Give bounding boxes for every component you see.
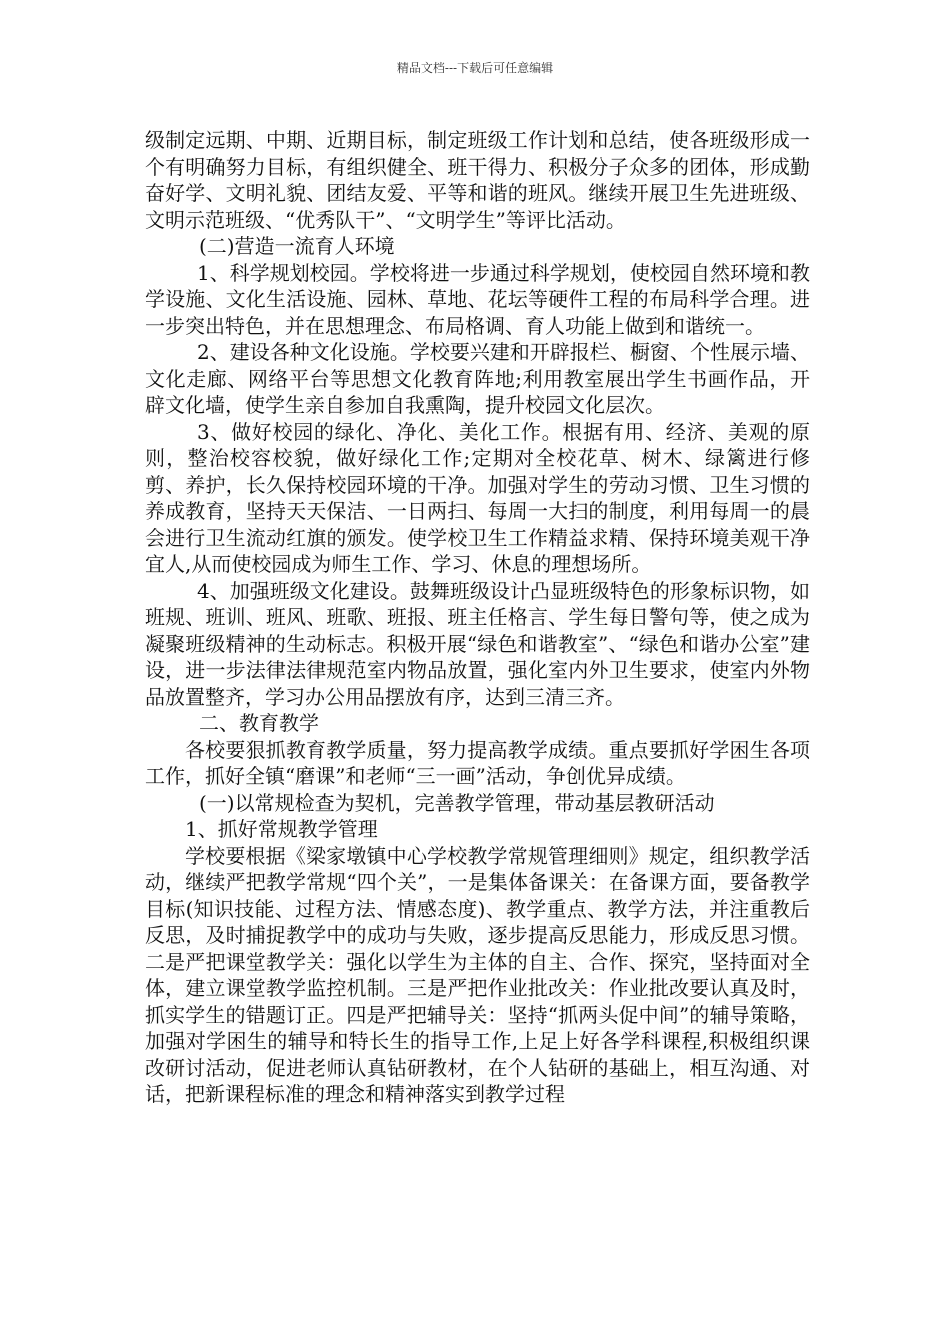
heading-environment: (二)营造一流育人环境: [199, 234, 395, 258]
page-header: 精品文档---下载后可任意编辑: [396, 61, 554, 75]
document-body: [145, 127, 810, 1108]
paragraph-campus-planning: 1、科学规划校园。学校将进一步通过科学规划，使校园自然环境和教学设施、文化生活设施、园林、草地、花坛等硬件工程的布局科学合理。进一步突出特色，并在思想理念、布局格调、育人功能上做到和谐统一。: [145, 260, 810, 338]
heading-routine-inspection: (一)以常规检查为契机，完善教学管理，带动基层教研活动: [199, 790, 715, 815]
heading-education-teaching: 二、教育教学: [199, 711, 319, 735]
paragraph-cultural-facilities: 2、建设各种文化设施。学校要兴建和开辟报栏、橱窗、个性展示墙、文化走廊、网络平台等思想文化教育阵地;利用教室展出学生书画作品，开辟文化墙，使学生亲自参加自我熏陶，提升校园文化层次。: [145, 340, 810, 417]
paragraph-teaching-rules: 学校要根据《梁家墩镇中心学校教学常规管理细则》规定，组织教学活动，继续严把教学常规“四个关”，一是集体备课关：在备课方面，要备教学目标(知识技能、过程方法、情感态度)、教学重点、教学方法，并注重教后反思，及时捕捉教学中的成功与失败，逐步提高反思能力，形成反思习惯。二是严把课堂教学关：强化以学生为主体的自主、合作、探究，坚持面对全体，建立课堂教学监控机制。三是严把作业批改关：作业批改要认真及时，抓实学生的错题订正。四是严把辅导关：坚持“抓两头促中间”的辅导策略，加强对学困生的辅导和特长生的指导工作,上足上好各学科课程,积极组织课改研讨活动，促进老师认真钻研教材，在个人钻研的基础上，相互沟通、对话，把新课程标准的理念和精神落实到教学过程: [145, 843, 810, 1106]
paragraph-greening: 3、做好校园的绿化、净化、美化工作。根据有用、经济、美观的原则，整治校容校貌，做好绿化工作;定期对全校花草、树木、绿篱进行修剪、养护，长久保持校园环境的干净。加强对学生的劳动习惯、卫生习惯的养成教育，坚持天天保洁、一日两扫、每周一大扫的制度，利用每周一的晨会进行卫生流动红旗的颁发。使学校卫生工作精益求精、保持环境美观干净宜人,从而使校园成为师生工作、学习、休息的理想场所。: [145, 419, 810, 576]
heading-routine-management: 1、抓好常规教学管理: [185, 817, 378, 841]
paragraph-teaching-quality: 各校要狠抓教育教学质量，努力提高教学成绩。重点要抓好学困生各项工作，抓好全镇“磨课”和老师“三一画”活动，争创优异成绩。: [145, 737, 810, 788]
paragraph-class-culture: 4、加强班级文化建设。鼓舞班级设计凸显班级特色的形象标识物，如班规、班训、班风、班歌、班报、班主任格言、学生每日警句等，使之成为凝聚班级精神的生动标志。积极开展“绿色和谐教室”、“绿色和谐办公室”建设，进一步法律法律规范室内物品放置，强化室内外卫生要求，使室内外物品放置整齐，学习办公用品摆放有序，达到三清三齐。: [145, 578, 810, 709]
paragraph-class-goals: 级制定远期、中期、近期目标，制定班级工作计划和总结，使各班级形成一个有明确努力目标，有组织健全、班干得力、积极分子众多的团体，形成勤奋好学、文明礼貌、团结友爱、平等和谐的班风。继续开展卫生先进班级、文明示范班级、“优秀队干”、“文明学生”等评比活动。: [145, 128, 810, 232]
